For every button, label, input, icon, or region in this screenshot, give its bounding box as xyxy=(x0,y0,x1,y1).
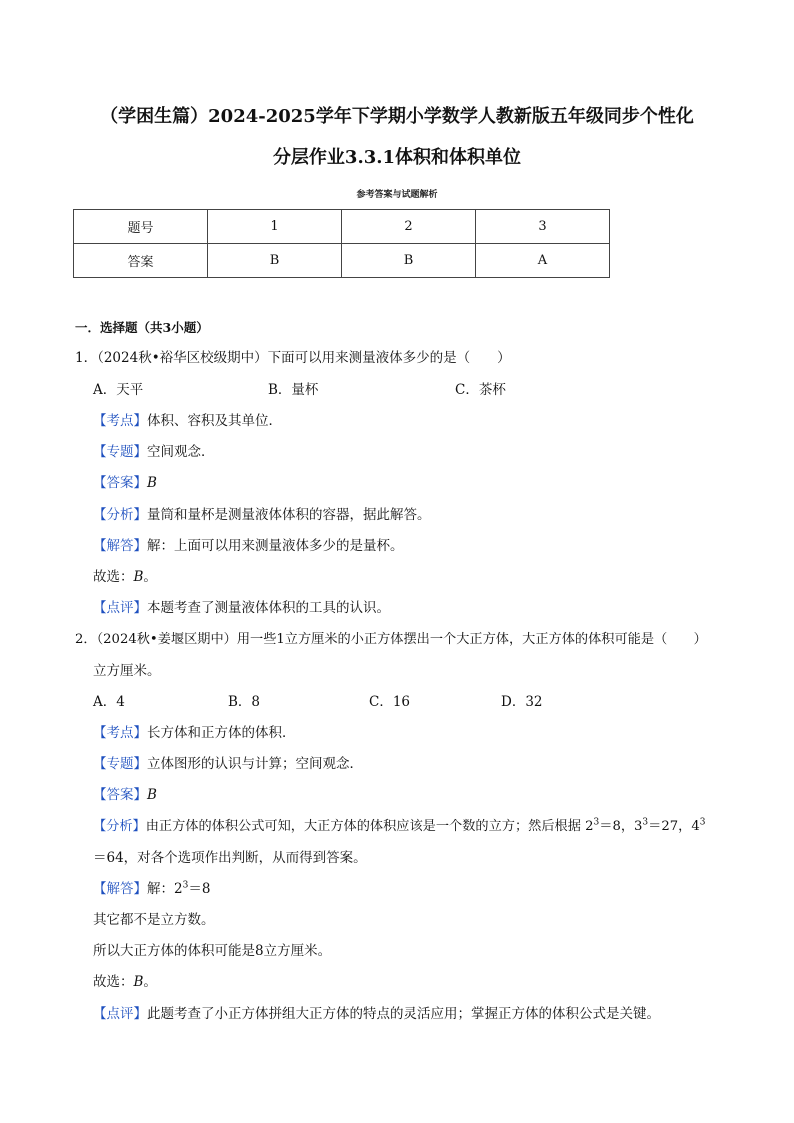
answer-subtitle: 参考答案与试题解析 xyxy=(356,190,438,200)
jieda-tag: 【解答】 xyxy=(93,881,147,897)
table-cell: B xyxy=(208,244,342,278)
table-cell: 3 xyxy=(476,210,610,244)
q2-option-c: C．16 xyxy=(369,694,411,710)
answer-table-header-row xyxy=(74,210,610,244)
q1-option-a: A．天平 xyxy=(93,382,144,398)
power-base: 4 xyxy=(691,819,700,834)
power-exponent: 3 xyxy=(699,817,706,828)
q2-dianping xyxy=(93,1004,660,1024)
q2-guxuan xyxy=(93,972,157,992)
q1-jieda xyxy=(93,536,404,556)
q2-fenxi-text: 由正方体的体积公式可知，大正方体的体积应该是一个数的立方；然后根据 xyxy=(145,819,581,834)
q2-dianping-text: 此题考查了小正方体拼组大正方体的特点的灵活应用；掌握正方体的体积公式是关键。 xyxy=(147,1006,660,1022)
q1-daan-text: B xyxy=(147,475,157,491)
guxuan-prefix: 故选： xyxy=(93,569,134,585)
q1-kaodian-text: 体积、容积及其单位． xyxy=(147,413,282,429)
page-title-line1: （学困生篇）2024-2025学年下学期小学数学人教新版五年级同步个性化 xyxy=(100,106,694,127)
q2-kaodian-text: 长方体和正方体的体积． xyxy=(147,725,296,741)
answer-table-row xyxy=(74,244,610,278)
dianping-tag: 【点评】 xyxy=(93,1006,147,1022)
table-cell: 答案 xyxy=(74,244,208,278)
power-base: 2 xyxy=(585,819,594,834)
power-rest: ＝27， xyxy=(648,819,692,834)
q1-fenxi xyxy=(93,505,431,525)
answer-table xyxy=(73,209,610,278)
table-cell: B xyxy=(342,244,476,278)
power-exponent: 3 xyxy=(642,817,649,828)
q1-daan xyxy=(93,473,157,493)
q2-stem-cont: 立方厘米。 xyxy=(93,663,161,679)
zhuanti-tag: 【专题】 xyxy=(93,444,147,460)
jieda-tag: 【解答】 xyxy=(93,538,147,554)
q2-option-a: A．4 xyxy=(93,694,125,710)
power-base: 2 xyxy=(174,881,183,897)
q1-kaodian xyxy=(93,411,282,431)
page-title-line2: 分层作业3.3.1体积和体积单位 xyxy=(272,147,522,168)
q1-fenxi-text: 量筒和量杯是测量液体体积的容器，据此解答。 xyxy=(147,507,431,523)
q2-fenxi xyxy=(93,817,705,837)
section-title: 一．选择题（共3小题） xyxy=(75,320,209,335)
q2-daan xyxy=(93,785,157,805)
power-rest: ＝8 xyxy=(188,881,211,897)
daan-tag: 【答案】 xyxy=(93,787,147,803)
guxuan-value: B xyxy=(133,974,144,990)
dianping-tag: 【点评】 xyxy=(93,600,147,616)
guxuan-suffix: 。 xyxy=(143,974,157,990)
q1-option-c: C．茶杯 xyxy=(455,382,506,398)
power-exponent: 3 xyxy=(593,817,600,828)
q1-dianping-text: 本题考查了测量液体体积的工具的认识。 xyxy=(147,600,390,616)
q2-zhuanti xyxy=(93,754,363,774)
power-base: 3 xyxy=(634,819,643,834)
q1-zhuanti xyxy=(93,442,215,462)
q2-option-b: B．8 xyxy=(228,694,261,710)
power-rest: ＝8， xyxy=(599,819,635,834)
fenxi-tag: 【分析】 xyxy=(93,507,147,523)
table-cell: A xyxy=(476,244,610,278)
daan-tag: 【答案】 xyxy=(93,475,147,491)
q1-option-b: B．量杯 xyxy=(268,382,319,398)
jieda-prefix: 解： xyxy=(147,881,174,897)
fenxi-tag: 【分析】 xyxy=(93,819,146,834)
q1-guxuan xyxy=(93,567,157,587)
q2-daan-text: B xyxy=(147,787,157,803)
zhuanti-tag: 【专题】 xyxy=(93,756,147,772)
kaodian-tag: 【考点】 xyxy=(93,725,147,741)
q2-option-d: D．32 xyxy=(501,694,543,710)
q2-stem: 2．（2024秋•姜堰区期中）用一些1立方厘米的小正方体摆出一个大正方体，大正方体的体积可能是（ ） xyxy=(75,632,707,647)
power-exponent: 3 xyxy=(182,880,189,891)
q1-stem: 1．（2024秋•裕华区校级期中）下面可以用来测量液体多少的是（ ） xyxy=(75,350,511,366)
q2-so-line: 所以大正方体的体积可能是8立方厘米。 xyxy=(93,943,332,959)
q1-zhuanti-text: 空间观念． xyxy=(147,444,215,460)
q1-jieda-text: 解：上面可以用来测量液体多少的是量杯。 xyxy=(147,538,404,554)
q2-other-line: 其它都不是立方数。 xyxy=(93,912,215,928)
kaodian-tag: 【考点】 xyxy=(93,413,147,429)
q2-kaodian xyxy=(93,723,296,743)
guxuan-prefix: 故选： xyxy=(93,974,134,990)
table-cell: 2 xyxy=(342,210,476,244)
q1-dianping xyxy=(93,598,390,618)
q2-fenxi-line2: ＝64，对各个选项作出判断，从而得到答案。 xyxy=(93,850,367,866)
table-cell: 题号 xyxy=(74,210,208,244)
q2-jieda xyxy=(93,879,210,899)
q2-zhuanti-text: 立体图形的认识与计算；空间观念． xyxy=(147,756,363,772)
guxuan-value: B xyxy=(133,569,144,585)
table-cell: 1 xyxy=(208,210,342,244)
guxuan-suffix: 。 xyxy=(143,569,157,585)
